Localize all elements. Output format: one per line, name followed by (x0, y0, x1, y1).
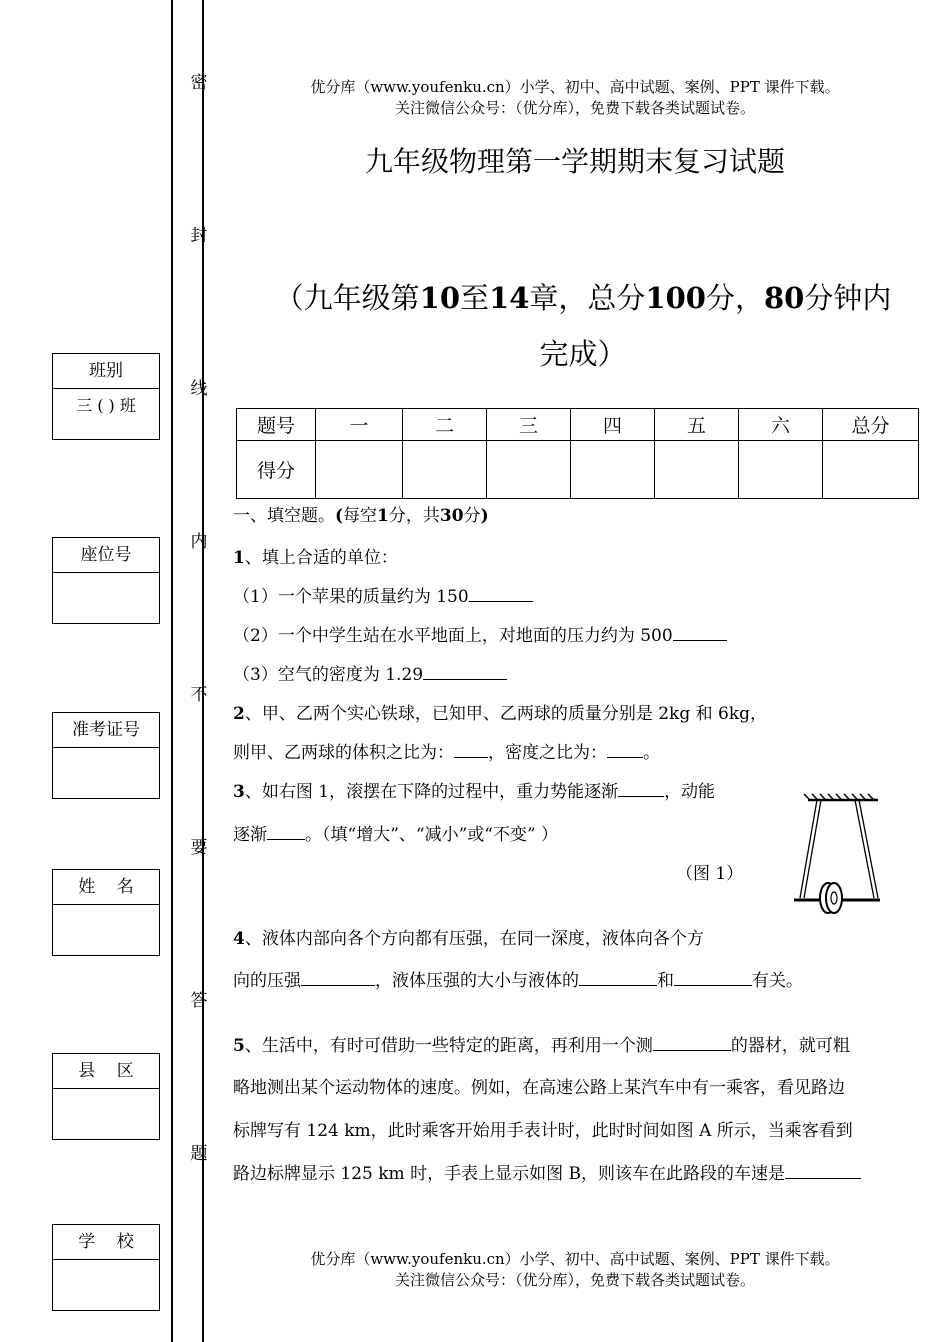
section-heading: 一、填空题。(每空1分，共30分) (233, 506, 489, 526)
page-footer (230, 1249, 920, 1291)
score-header: 四 (571, 409, 655, 441)
seal-char: 密 (190, 73, 208, 93)
question-4: 4、液体内部向各个方向都有压强，在同一深度，液体向各个方 (233, 929, 704, 949)
seat-label: 座位号 (53, 538, 159, 573)
school-label: 学 校 (53, 1225, 159, 1260)
seat-box (52, 537, 160, 624)
seal-char: 答 (190, 991, 208, 1011)
answer-blank[interactable] (607, 741, 643, 758)
question-4-line-2: 向的压强 ，液体压强的大小与液体的 和 有关。 (233, 971, 803, 991)
seal-char: 要 (190, 838, 208, 858)
page-title: 九年级物理第一学期期末复习试题 (364, 145, 785, 178)
county-label: 县 区 (53, 1054, 159, 1089)
page-subtitle: （九年级第10至14章，总分100分，80分钟内 完成） (274, 281, 892, 371)
county-box (52, 1053, 160, 1140)
class-label: 班别 (53, 354, 159, 389)
score-header: 二 (403, 409, 487, 441)
question-1-item-3: （3）空气的密度为 1.29 (233, 660, 507, 685)
answer-blank[interactable] (674, 969, 752, 986)
school-box (52, 1224, 160, 1311)
footer-line-2: 关注微信公众号：（优分库），免费下载各类试题试卷。 (394, 1271, 755, 1289)
class-value[interactable]: 三 ( ) 班 (76, 396, 136, 415)
seat-field[interactable] (53, 573, 159, 623)
score-header: 三 (487, 409, 571, 441)
seal-char: 封 (190, 226, 208, 246)
question-1-item-1: （1）一个苹果的质量约为 150 (233, 582, 533, 607)
name-field[interactable] (53, 905, 159, 955)
exam-id-field[interactable] (53, 748, 159, 798)
header-line-2: 关注微信公众号：（优分库），免费下载各类试题试卷。 (394, 99, 755, 117)
answer-blank[interactable] (454, 741, 488, 758)
score-header: 五 (655, 409, 739, 441)
score-header: 题号 (237, 409, 316, 441)
answer-blank[interactable] (301, 969, 375, 986)
answer-blank[interactable] (653, 1034, 731, 1051)
question-1-item-2: （2）一个中学生站在水平地面上，对地面的压力约为 500 (233, 621, 727, 646)
answer-blank[interactable] (673, 624, 727, 641)
question-3: 3、如右图 1，滚摆在下降的过程中，重力势能逐渐 ，动能 (233, 782, 716, 802)
score-cell[interactable] (739, 441, 823, 499)
name-box (52, 869, 160, 956)
answer-blank[interactable] (469, 585, 533, 602)
name-label: 姓 名 (53, 870, 159, 905)
answer-blank[interactable] (423, 663, 507, 680)
question-5: 5、生活中，有时可借助一些特定的距离，再利用一个测 的器材，就可粗 (233, 1036, 850, 1056)
exam-id-label: 准考证号 (53, 713, 159, 748)
question-5-line-2: 略地测出某个运动物体的速度。例如，在高速公路上某汽车中有一乘客，看见路边 (233, 1078, 845, 1098)
class-box (52, 353, 160, 440)
question-3-line-2: 逐渐 。（填“增大”、“减小”或“不变” ） (233, 825, 559, 845)
score-row-label: 得分 (237, 441, 316, 499)
score-cell[interactable] (487, 441, 571, 499)
question-5-line-3: 标牌写有 124 km，此时乘客开始用手表计时，此时时间如图 A 所示，当乘客看到 (233, 1121, 853, 1141)
maxwell-wheel-figure (790, 790, 882, 915)
seal-char: 内 (190, 532, 208, 552)
score-cell[interactable] (823, 441, 919, 499)
header-line-1: 优分库（www.youfenku.cn）小学、初中、高中试题、案例、PPT 课件下载。 (310, 78, 840, 96)
score-table (236, 408, 919, 499)
answer-blank[interactable] (579, 969, 657, 986)
seal-char: 题 (190, 1144, 208, 1164)
score-header: 一 (316, 409, 403, 441)
figure-1-caption: （图 1） (676, 864, 744, 884)
score-cell[interactable] (316, 441, 403, 499)
page-header (230, 77, 920, 119)
county-field[interactable] (53, 1089, 159, 1139)
school-field[interactable] (53, 1260, 159, 1310)
question-1: 1、填上合适的单位： (233, 548, 398, 568)
exam-id-box (52, 712, 160, 799)
question-2-line-2: 则甲、乙两球的体积之比为： ，密度之比为： 。 (233, 743, 660, 763)
seal-char: 不 (190, 685, 208, 705)
score-cell[interactable] (403, 441, 487, 499)
score-cell[interactable] (655, 441, 739, 499)
question-2: 2、甲、乙两个实心铁球，已知甲、乙两球的质量分别是 2kg 和 6kg， (233, 704, 768, 724)
score-cell[interactable] (571, 441, 655, 499)
score-header: 总分 (823, 409, 919, 441)
answer-blank[interactable] (618, 780, 664, 797)
seal-line-left (171, 0, 173, 1342)
question-5-line-4: 路边标牌显示 125 km 时，手表上显示如图 B，则该车在此路段的车速是 (233, 1159, 861, 1184)
answer-blank[interactable] (785, 1162, 861, 1179)
answer-blank[interactable] (267, 823, 305, 840)
footer-line-1: 优分库（www.youfenku.cn）小学、初中、高中试题、案例、PPT 课件下载。 (310, 1250, 840, 1268)
score-header: 六 (739, 409, 823, 441)
seal-char: 线 (190, 379, 208, 399)
